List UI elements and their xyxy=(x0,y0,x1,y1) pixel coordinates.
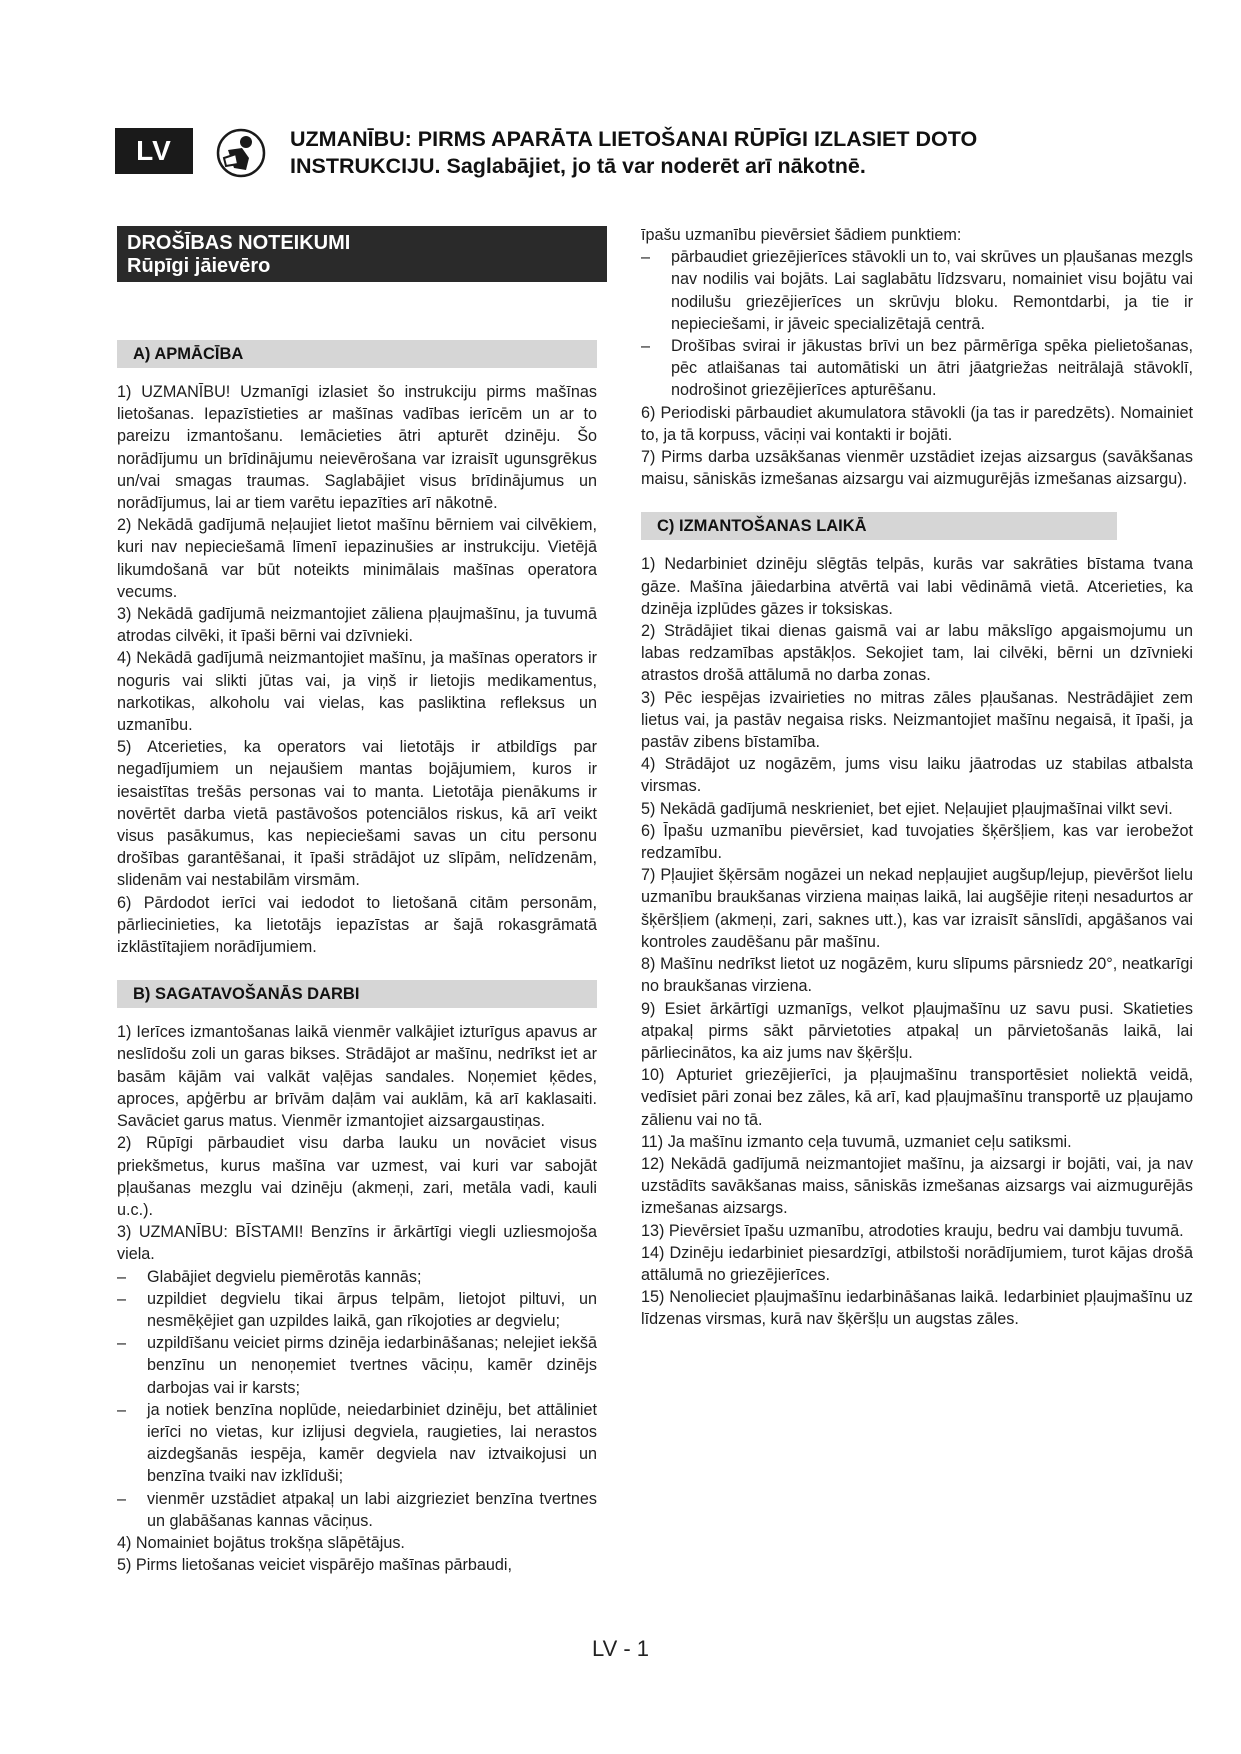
section-a-p5: 5) Atcerieties, ka operators vai lietotājs ir atbildīgs par negadījumiem un nejaušiem mantas bojājumiem, kuros ir iesaistītas trešās personas vai to manta. Lietotāja pienākums ir novērtēt darba vietā pastāvošos potenciālos riskus, kā arī veikt visus pasākumus, kas nepieciešami savas un citu personu drošības garantēšanai, it īpaši strādājot uz slīpām, nelīdzenām, slidenām vai nestabilām virsmām. xyxy=(117,738,597,890)
section-a-title: A) APMĀCĪBA xyxy=(117,340,597,368)
warning-line-1: UZMANĪBU: PIRMS APARĀTA LIETOŠANAI RŪPĪGI IZLASIET DOTO xyxy=(290,127,978,151)
section-a-p4: 4) Nekādā gadījumā neizmantojiet mašīnu, ja mašīnas operators ir noguris vai slikti jūtas vai, ja viņš ir lietojis medikamentus, narkotikas, alkoholu vai vielas, kas pasliktina refleksus un uzmanību. xyxy=(117,649,597,735)
section-b-bullet-4: – ja notiek benzīna noplūde, neiedarbiniet dzinēju, bet attāliniet ierīci no vietas, kur izlijusi degviela, raugieties, lai nerastos aizdegšanās iespēja, kamēr degviela nav iztvaikojusi un benzīna tvaiki nav izklīduši; xyxy=(117,1400,597,1486)
section-b-title: B) SAGATAVOŠANĀS DARBI xyxy=(117,980,597,1008)
section-b-bullet-5: – vienmēr uzstādiet atpakaļ un labi aizgrieziet benzīna tvertnes un glabāšanas kannas vāciņus. xyxy=(117,1489,597,1530)
section-c-p5: 5) Nekādā gadījumā neskrieniet, bet ejiet. Neļaujiet pļaujmašīnai vilkt sevi. xyxy=(641,799,1173,818)
section-b-p4: 4) Nomainiet bojātus trokšņa slāpētājus. xyxy=(117,1533,405,1552)
section-c-p7: 7) Pļaujiet šķērsām nogāzei un nekad nepļaujiet augšup/lejup, pievēršot lielu uzmanību braukšanas virziena maiņas laikā, lai augšējie riteņi nesadurtos ar šķēršļiem (akmeņi, zari, saknes utt.), kas var izraisīt sānslīdi, apgāšanos vai kontroles zaudēšanu pār mašīnu. xyxy=(641,866,1193,951)
section-b-check-bullet-2: – Drošības svirai ir jākustas brīvi un bez pārmērīga spēka pielietošanas, pēc atlaišanas tai automātiski un ātri jāatgriežas neitrālajā stāvoklī, nodrošinot griezējierīces apturēšanu. xyxy=(641,337,1193,400)
section-c-p10: 10) Apturiet griezējierīci, ja pļaujmašīnu transportēsiet noliektā veidā, vedīsiet pāri zonai bez zāles, kā arī, kad pļaujmašīnu transportē uz pļaujamo zālienu vai no tā. xyxy=(641,1066,1193,1129)
section-b-continuation: īpašu uzmanību pievērsiet šādiem punktiem: xyxy=(641,226,962,244)
warning-header xyxy=(290,126,1150,180)
section-b-bullet-1: – Glabājiet degvielu piemērotās kannās; xyxy=(117,1267,422,1286)
warning-line-2: INSTRUKCIJU. Saglabājiet, jo tā var noderēt arī nākotnē. xyxy=(290,154,866,178)
section-a-p1: 1) UZMANĪBU! Uzmanīgi izlasiet šo instrukciju pirms mašīnas lietošanas. Iepazīstieties ar mašīnas vadības ierīcēm un ar to pareizu izmantošanu. Iemācieties ātri apturēt dzinēju. Šo norādījumu un brīdinājumu neievērošana var izraisīt ugunsgrēkus un/vai smagas traumas. Saglabājiet visus brīdinājumus un norādījumus, lai ar tiem varētu iepazīties arī nākotnē. xyxy=(117,383,597,513)
right-column xyxy=(641,224,1193,1331)
section-c-p3: 3) Pēc iespējas izvairieties no mitras zāles pļaušanas. Nestrādājiet zem lietus vai, ja pastāv negaisa risks. Neizmantojiet mašīnu negaisā, it īpaši, ja pastāv zibens bīstamība. xyxy=(641,688,1193,752)
section-a-p2: 2) Nekādā gadījumā neļaujiet lietot mašīnu bērniem vai cilvēkiem, kuri nav nepieciešamā līmenī iepazinušies ar instrukciju. Vietējā likumdošanā var būt noteikts minimālais mašīnas operatora vecums. xyxy=(117,516,597,601)
main-title xyxy=(117,226,607,282)
section-a-p6: 6) Pārdodot ierīci vai iedodot to lietošanā citām personām, pārliecinieties, ka lietotājs iepazīstas ar šajā rokasgrāmatā izklāstītajiem norādījumiem. xyxy=(117,893,597,957)
section-c-p11: 11) Ja mašīnu izmanto ceļa tuvumā, uzmaniet ceļu satiksmi. xyxy=(641,1132,1072,1151)
page-number: LV - 1 xyxy=(591,1636,650,1661)
section-c-p9: 9) Esiet ārkārtīgi uzmanīgs, velkot pļaujmašīnu uz savu pusi. Skatieties atpakaļ pirms sākt pārvietoties atpakaļ un pārvietošanās laikā, lai pārliecinātos, ka aiz jums nav šķēršļu. xyxy=(641,999,1193,1062)
section-c-p14: 14) Dzinēju iedarbiniet piesardzīgi, atbilstoši norādījumiem, turot kājas drošā attālumā no griezējierīces. xyxy=(641,1243,1193,1284)
section-c-p1: 1) Nedarbiniet dzinēju slēgtās telpās, kurās var sakrāties bīstama tvana gāze. Mašīna jāiedarbina atvērtā vai labi vēdināmā vietā. Atcerieties, ka dzinēja izplūdes gāzes ir toksiskas. xyxy=(641,555,1193,618)
section-c-p6: 6) Īpašu uzmanību pievērsiet, kad tuvojaties šķēršļiem, kas var ierobežot redzamību. xyxy=(641,821,1193,863)
section-c-p12: 12) Nekādā gadījumā neizmantojiet mašīnu, ja aizsargi ir bojāti, vai, ja nav uzstādīts savākšanas maiss, sāniskās izmešanas aizsargs vai aizmugurējās izmešanas aizsargs. xyxy=(641,1154,1193,1218)
section-b-p2: 2) Rūpīgi pārbaudiet visu darba lauku un novāciet visus priekšmetus, kurus mašīna var uzmest, vai kuri var sabojāt pļaušanas mezglu vai dzinēju (akmeņi, zari, metāla vadi, kauli u.c.). xyxy=(117,1134,597,1219)
section-c-p15: 15) Nenolieciet pļaujmašīnu iedarbināšanas laikā. Iedarbiniet pļaujmašīnu uz līdzenas virsmas, kurā nav šķēršļu un augstas zāles. xyxy=(641,1288,1193,1329)
language-badge: LV xyxy=(115,128,193,174)
section-b-p7: 7) Pirms darba uzsākšanas vienmēr uzstādiet izejas aizsargus (savākšanas maisu, sāniskās izmešanas aizsargu vai aizmugurējās izmešanas aizsargu). xyxy=(641,448,1193,489)
section-c-p4: 4) Strādājot uz nogāzēm, jums visu laiku jāatrodas uz stabilas atbalsta virsmas. xyxy=(641,755,1193,796)
section-a-p3: 3) Nekādā gadījumā neizmantojiet zāliena pļaujmašīnu, ja tuvumā atrodas cilvēki, it īpaši bērni vai dzīvnieki. xyxy=(117,605,597,646)
section-b-p1: 1) Ierīces izmantošanas laikā vienmēr valkājiet izturīgus apavus ar neslīdošu zoli un garas bikses. Strādājot ar mašīnu, nedrīkst iet ar basām kājām vai valkāt vaļējas sandales. Noņemiet ķēdes, aproces, apģērbu ar brīvām daļām vai auklām, kā arī kaklasaiti. Savāciet garus matus. Vienmēr izmantojiet aizsargaustiņas. xyxy=(117,1023,597,1131)
section-c-p8: 8) Mašīnu nedrīkst lietot uz nogāzēm, kuru slīpums pārsniedz 20°, neatkarīgi no braukšanas virziena. xyxy=(641,955,1193,996)
section-c-p2: 2) Strādājiet tikai dienas gaismā vai ar labu mākslīgo apgaismojumu un labas redzamības apstākļos. Sekojiet tam, lai cilvēki, bērni un dzīvnieki atrastos drošā attālumā no darba zonas. xyxy=(641,622,1193,685)
section-b-p5: 5) Pirms lietošanas veiciet vispārējo mašīnas pārbaudi, xyxy=(117,1556,512,1575)
section-b-bullet-2: – uzpildiet degvielu tikai ārpus telpām, lietojot piltuvi, un nesmēķējiet gan uzpildes laikā, gan rīkojoties ar degvielu; xyxy=(117,1289,597,1330)
section-b-check-bullet-1: – pārbaudiet griezējierīces stāvokli un to, vai skrūves un pļaušanas mezgls nav nodilis vai bojāts. Lai saglabātu līdzsvaru, nomainiet visu bojātu vai nodilušu griezējierīces un skrūvju bloku. Remontdarbi, ja tie ir nepieciešami, ir jāveic specializētajā centrā. xyxy=(641,248,1193,333)
section-b-p3: 3) UZMANĪBU: BĪSTAMI! Benzīns ir ārkārtīgi viegli uzliesmojoša viela. xyxy=(117,1223,597,1264)
left-column xyxy=(117,226,597,1576)
section-c-title: C) IZMANTOŠANAS LAIKĀ xyxy=(641,512,1117,540)
main-title-line-1: DROŠĪBAS NOTEIKUMI xyxy=(127,232,351,254)
section-b-p6: 6) Periodiski pārbaudiet akumulatora stāvokli (ja tas ir paredzēts). Nomainiet to, ja tā korpuss, vāciņi vai kontakti ir bojāti. xyxy=(641,403,1193,444)
reading-person-icon xyxy=(216,128,266,178)
section-c-p13: 13) Pievērsiet īpašu uzmanību, atrodoties krauju, bedru vai dambju tuvumā. xyxy=(641,1221,1184,1240)
section-b-bullet-3: – uzpildīšanu veiciet pirms dzinēja iedarbināšanas; nelejiet iekšā benzīnu un nenoņemiet tvertnes vāciņu, kamēr dzinējs darbojas vai ir karsts; xyxy=(117,1334,597,1397)
main-title-line-2: Rūpīgi jāievēro xyxy=(127,255,271,277)
